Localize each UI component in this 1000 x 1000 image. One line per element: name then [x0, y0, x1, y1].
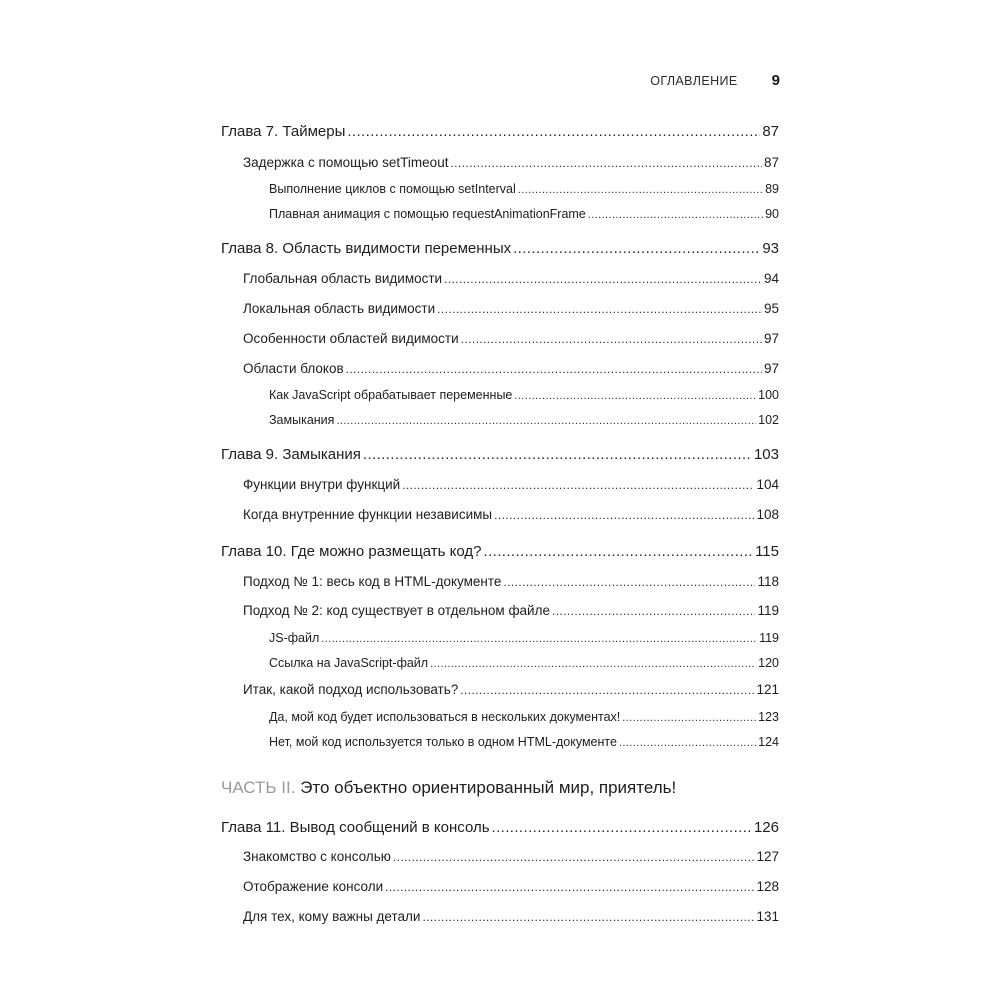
- toc-entry-label: Когда внутренние функции независимы: [243, 507, 493, 522]
- toc-entry-subsection[interactable]: [221, 388, 779, 402]
- toc-entry-page: 104: [756, 477, 779, 492]
- toc-entry-chapter-8[interactable]: [221, 240, 779, 257]
- part-title: Это объектно ориентированный мир, приятель!: [300, 778, 677, 797]
- toc-entry-label: Да, мой код будет использоваться в нескольких документах!: [269, 710, 621, 724]
- toc-entry-page: 102: [758, 413, 779, 427]
- toc-entry-page: 90: [765, 207, 779, 221]
- toc-entry-label: Для тех, кому важны детали: [243, 909, 421, 924]
- dot-leader: [422, 910, 754, 924]
- toc-entry-label: Области блоков: [243, 361, 344, 376]
- dot-leader: [588, 209, 763, 221]
- toc-entry-page: 94: [763, 271, 779, 286]
- toc-entry-label: Функции внутри функций: [243, 477, 401, 492]
- dot-leader: [494, 508, 754, 522]
- toc-entry-label: Выполнение циклов с помощью setInterval: [269, 182, 516, 196]
- dot-leader: [619, 737, 756, 749]
- toc-entry-subsection[interactable]: [221, 182, 779, 196]
- toc-entry-label: Итак, какой подход использовать?: [243, 682, 459, 697]
- toc-entry-chapter-10[interactable]: [221, 543, 779, 560]
- toc-entry-section[interactable]: [221, 301, 779, 316]
- dot-leader: [503, 575, 755, 589]
- toc-entry-page: 115: [755, 543, 779, 560]
- dot-leader: [460, 683, 754, 697]
- dot-leader: [347, 123, 760, 140]
- toc-entry-label: Как JavaScript обрабатывает переменные: [269, 388, 513, 402]
- toc-entry-page: 126: [753, 819, 779, 836]
- part-label: ЧАСТЬ II.: [221, 778, 296, 797]
- toc-entry-page: 87: [763, 155, 779, 170]
- running-header: [600, 72, 780, 94]
- toc-entry-page: 95: [763, 301, 779, 316]
- toc-entry-label: Глава 7. Таймеры: [221, 123, 346, 140]
- dot-leader: [552, 604, 755, 618]
- running-title: ОГЛАВЛЕНИЕ: [650, 74, 738, 88]
- toc-entry-page: 131: [756, 909, 779, 924]
- toc-entry-section[interactable]: [221, 331, 779, 346]
- toc-entry-label: Задержка с помощью setTimeout: [243, 155, 449, 170]
- toc-entry-page: 97: [763, 331, 779, 346]
- toc-entry-label: Плавная анимация с помощью requestAnimationFrame: [269, 207, 586, 221]
- toc-entry-subsection[interactable]: [221, 710, 779, 724]
- toc-entry-section[interactable]: [221, 361, 779, 376]
- toc-entry-section[interactable]: [221, 603, 779, 618]
- toc-entry-chapter-11[interactable]: [221, 819, 779, 836]
- dot-leader: [444, 272, 762, 286]
- toc-entry-label: JS-файл: [269, 631, 320, 645]
- dot-leader: [336, 415, 756, 427]
- toc-entry-section[interactable]: [221, 574, 779, 589]
- dot-leader: [450, 156, 762, 170]
- dot-leader: [321, 633, 757, 645]
- toc-entry-label: Глава 11. Вывод сообщений в консоль: [221, 819, 490, 836]
- toc-entry-page: 89: [765, 182, 779, 196]
- toc-entry-page: 119: [757, 603, 779, 618]
- toc-entry-page: 108: [756, 507, 779, 522]
- toc-entry-label: Подход № 2: код существует в отдельном файле: [243, 603, 550, 618]
- toc-entry-label: Замыкания: [269, 413, 335, 427]
- toc-entry-label: Глава 8. Область видимости переменных: [221, 240, 512, 257]
- toc-entry-page: 118: [757, 574, 779, 589]
- toc-entry-label: Глобальная область видимости: [243, 271, 443, 286]
- toc-entry-label: Локальная область видимости: [243, 301, 436, 316]
- toc-entry-page: 119: [759, 631, 779, 645]
- dot-leader: [363, 446, 752, 463]
- toc-entry-label: Нет, мой код используется только в одном HTML-документе: [269, 735, 617, 749]
- toc-entry-label: Глава 10. Где можно размещать код?: [221, 543, 482, 560]
- dot-leader: [437, 302, 762, 316]
- toc-entry-label: Подход № 1: весь код в HTML-документе: [243, 574, 502, 589]
- page-number: 9: [771, 72, 780, 89]
- toc-entry-page: 97: [763, 361, 779, 376]
- toc-entry-section[interactable]: [221, 682, 779, 697]
- toc-entry-section[interactable]: [221, 507, 779, 522]
- dot-leader: [461, 332, 762, 346]
- dot-leader: [492, 819, 752, 836]
- toc-entry-label: Особенности областей видимости: [243, 331, 459, 346]
- dot-leader: [346, 362, 762, 376]
- part-heading[interactable]: [221, 778, 676, 798]
- toc-entry-section[interactable]: [221, 155, 779, 170]
- dot-leader: [484, 543, 754, 560]
- toc-entry-page: 87: [762, 123, 779, 140]
- toc-entry-section[interactable]: [221, 879, 779, 894]
- toc-entry-section[interactable]: [221, 909, 779, 924]
- toc-entry-label: Знакомство с консолью: [243, 849, 391, 864]
- toc-entry-label: Глава 9. Замыкания: [221, 446, 361, 463]
- toc-entry-label: Ссылка на JavaScript-файл: [269, 656, 429, 670]
- toc-entry-section[interactable]: [221, 849, 779, 864]
- toc-entry-label: Отображение консоли: [243, 879, 384, 894]
- toc-entry-chapter-9[interactable]: [221, 446, 779, 463]
- toc-entry-subsection[interactable]: [221, 207, 779, 221]
- toc-entry-page: 124: [758, 735, 779, 749]
- dot-leader: [430, 658, 756, 670]
- toc-entry-page: 128: [756, 879, 779, 894]
- toc-entry-page: 103: [753, 446, 779, 463]
- toc-entry-page: 120: [758, 656, 779, 670]
- toc-entry-subsection[interactable]: [221, 735, 779, 749]
- dot-leader: [385, 880, 754, 894]
- dot-leader: [513, 240, 760, 257]
- dot-leader: [402, 478, 754, 492]
- toc-entry-page: 93: [762, 240, 779, 257]
- toc-entry-section[interactable]: [221, 271, 779, 286]
- toc-entry-subsection[interactable]: [221, 656, 779, 670]
- toc-entry-page: 123: [758, 710, 779, 724]
- toc-entry-chapter-7[interactable]: [221, 123, 779, 140]
- toc-entry-subsection[interactable]: [221, 413, 779, 427]
- toc-entry-section[interactable]: [221, 477, 779, 492]
- toc-entry-page: 100: [758, 388, 779, 402]
- toc-entry-subsection[interactable]: [221, 631, 779, 645]
- dot-leader: [514, 390, 756, 402]
- dot-leader: [393, 850, 755, 864]
- toc-entry-page: 127: [756, 849, 779, 864]
- dot-leader: [518, 184, 763, 196]
- toc-entry-page: 121: [756, 682, 779, 697]
- dot-leader: [622, 712, 756, 724]
